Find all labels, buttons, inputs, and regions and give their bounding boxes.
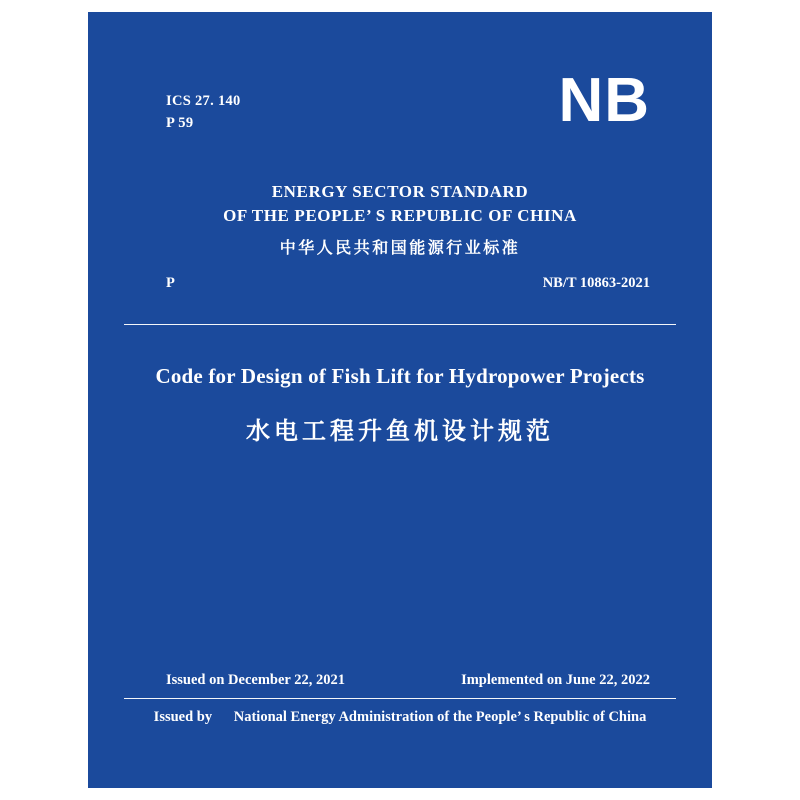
title-chinese: 水电工程升鱼机设计规范 (246, 419, 554, 445)
standard-code-row (166, 275, 650, 292)
ics-code: ICS 27. 140 (166, 93, 241, 109)
issued-date: Issued on December 22, 2021 (166, 672, 345, 688)
issued-by-label: Issued by (153, 709, 213, 725)
standard-cover (88, 12, 712, 788)
nb-logo: NB (558, 66, 650, 135)
divider-top (124, 324, 676, 325)
divider-bottom (124, 698, 676, 699)
standard-number: NB/T 10863-2021 (542, 275, 650, 291)
title-english: Code for Design of Fish Lift for Hydropower Projects (155, 364, 645, 388)
org-en-line2: OF THE PEOPLE’ S REPUBLIC OF CHINA (223, 206, 577, 226)
implemented-date: Implemented on June 22, 2022 (461, 672, 650, 688)
dates-row (166, 672, 650, 689)
issuing-organization (88, 180, 712, 258)
org-cn: 中华人民共和国能源行业标准 (279, 240, 521, 258)
classification-code: P 59 (166, 115, 194, 132)
issued-by-value: National Energy Administration of the People’ s Republic of China (233, 709, 647, 725)
org-en-line1: ENERGY SECTOR STANDARD (271, 182, 529, 201)
category-letter: P (166, 275, 175, 291)
ics-block (166, 90, 241, 135)
issued-by-row (88, 709, 712, 726)
title-block (88, 364, 712, 446)
